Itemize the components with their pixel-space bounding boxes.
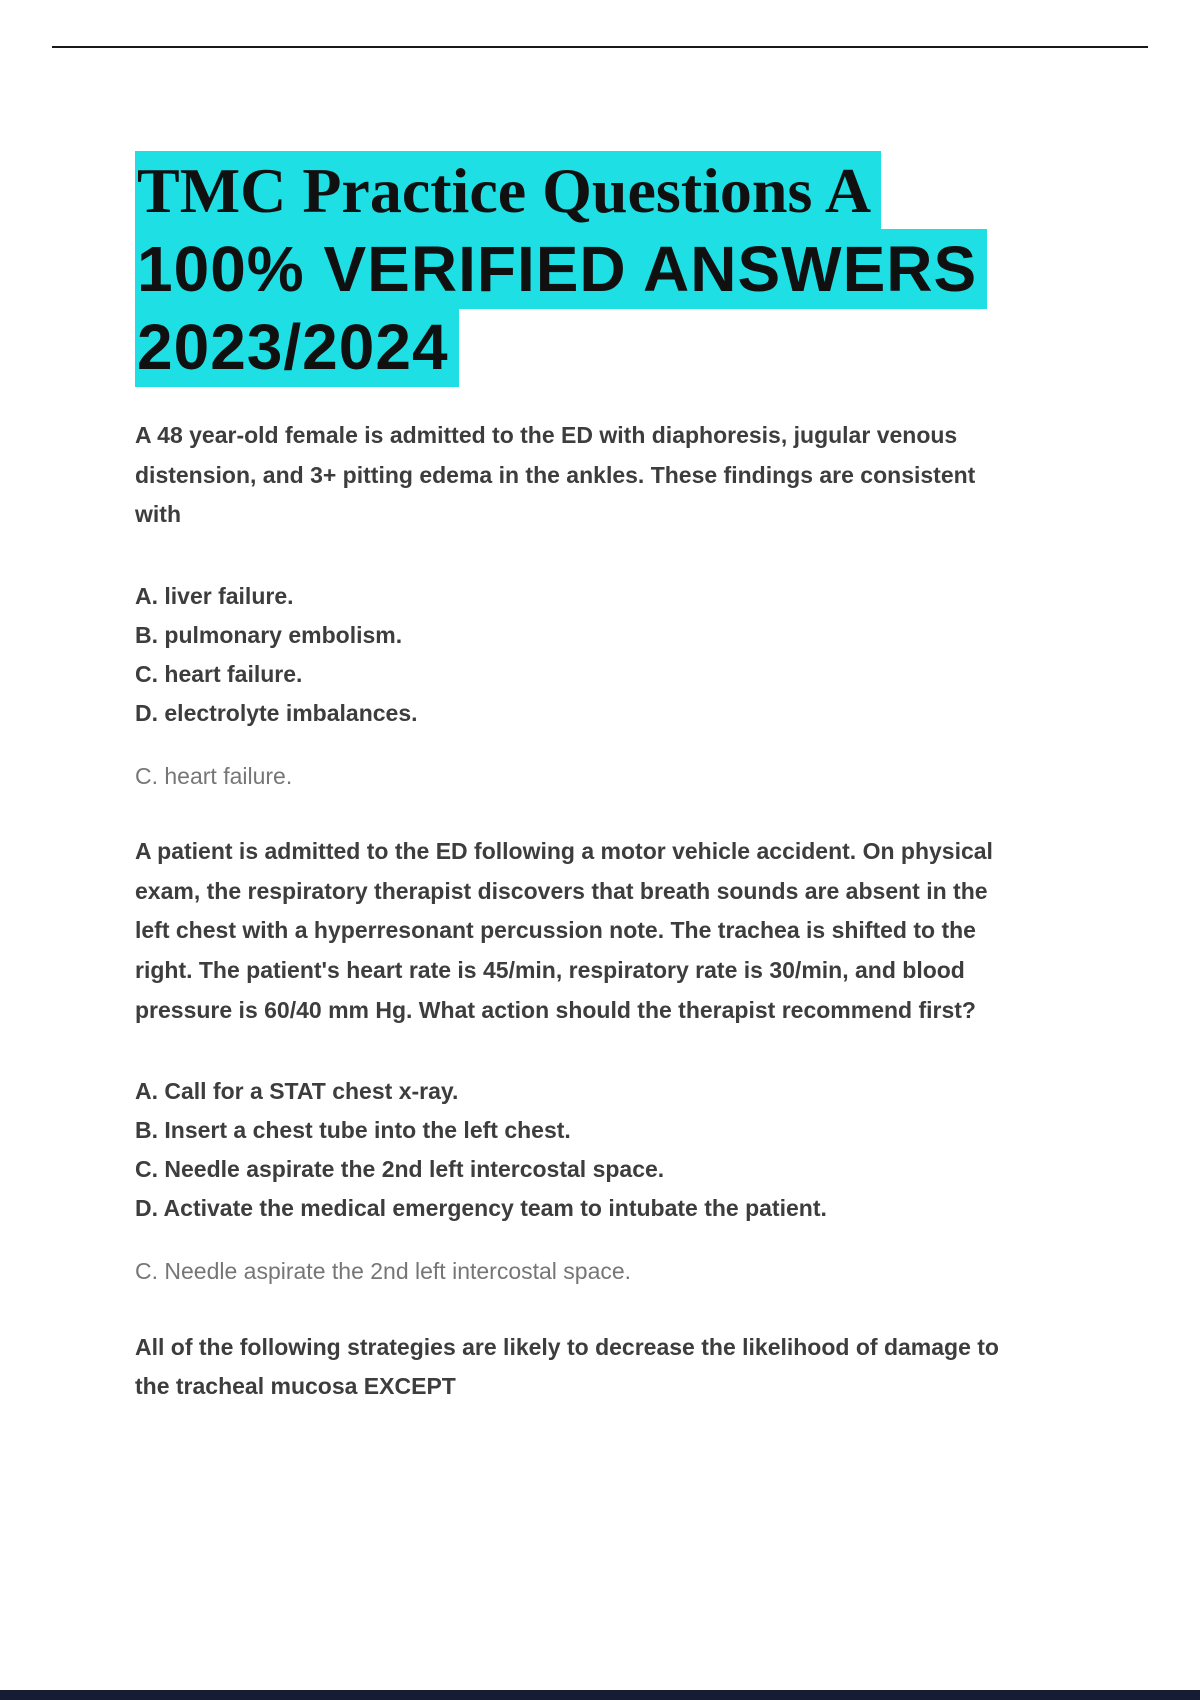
option-b: B. Insert a chest tube into the left chest. (135, 1117, 571, 1144)
document-content (135, 152, 1007, 1449)
option-c: C. heart failure. (135, 661, 303, 688)
option-c: C. Needle aspirate the 2nd left intercostal space. (135, 1156, 665, 1183)
title-line-3 (135, 308, 1007, 386)
question-block-2 (135, 832, 1007, 1291)
document-title (135, 152, 1007, 386)
title-line-1-text: TMC Practice Questions A (135, 151, 881, 230)
option-a: A. Call for a STAT chest x-ray. (135, 1078, 459, 1105)
question-text: A patient is admitted to the ED following a motor vehicle accident. On physical exam, the respiratory therapist discovers that breath sounds are absent in the left chest with a hyperresonant percussion note. The trachea is shifted to the right. The patient's heart rate is 45/min, respiratory rate is 30/min, and blood pressure is 60/40 mm Hg. What action should the therapist recommend first? (135, 838, 993, 1023)
title-line-1 (135, 152, 1007, 230)
option-d: D. Activate the medical emergency team to intubate the patient. (135, 1195, 827, 1222)
title-line-2-text: 100% VERIFIED ANSWERS (135, 229, 987, 309)
options-list (135, 577, 1007, 733)
title-line-2 (135, 230, 1007, 308)
bottom-bar (0, 1690, 1200, 1700)
question-block-1 (135, 416, 1007, 796)
option-a: A. liver failure. (135, 582, 294, 609)
question-block-3 (135, 1328, 1007, 1407)
option-d: D. electrolyte imbalances. (135, 700, 418, 727)
answer-text: C. Needle aspirate the 2nd left intercostal space. (135, 1258, 632, 1285)
question-text: A 48 year-old female is admitted to the ED with diaphoresis, jugular venous distension, and 3+ pitting edema in the ankles. These findings are consistent with (135, 422, 976, 528)
answer-text: C. heart failure. (135, 763, 293, 790)
options-list (135, 1072, 1007, 1228)
option-b: B. pulmonary embolism. (135, 621, 403, 648)
question-text: All of the following strategies are likely to decrease the likelihood of damage to the tracheal mucosa EXCEPT (135, 1333, 999, 1400)
title-line-3-text: 2023/2024 (135, 307, 459, 387)
top-rule (52, 46, 1148, 48)
